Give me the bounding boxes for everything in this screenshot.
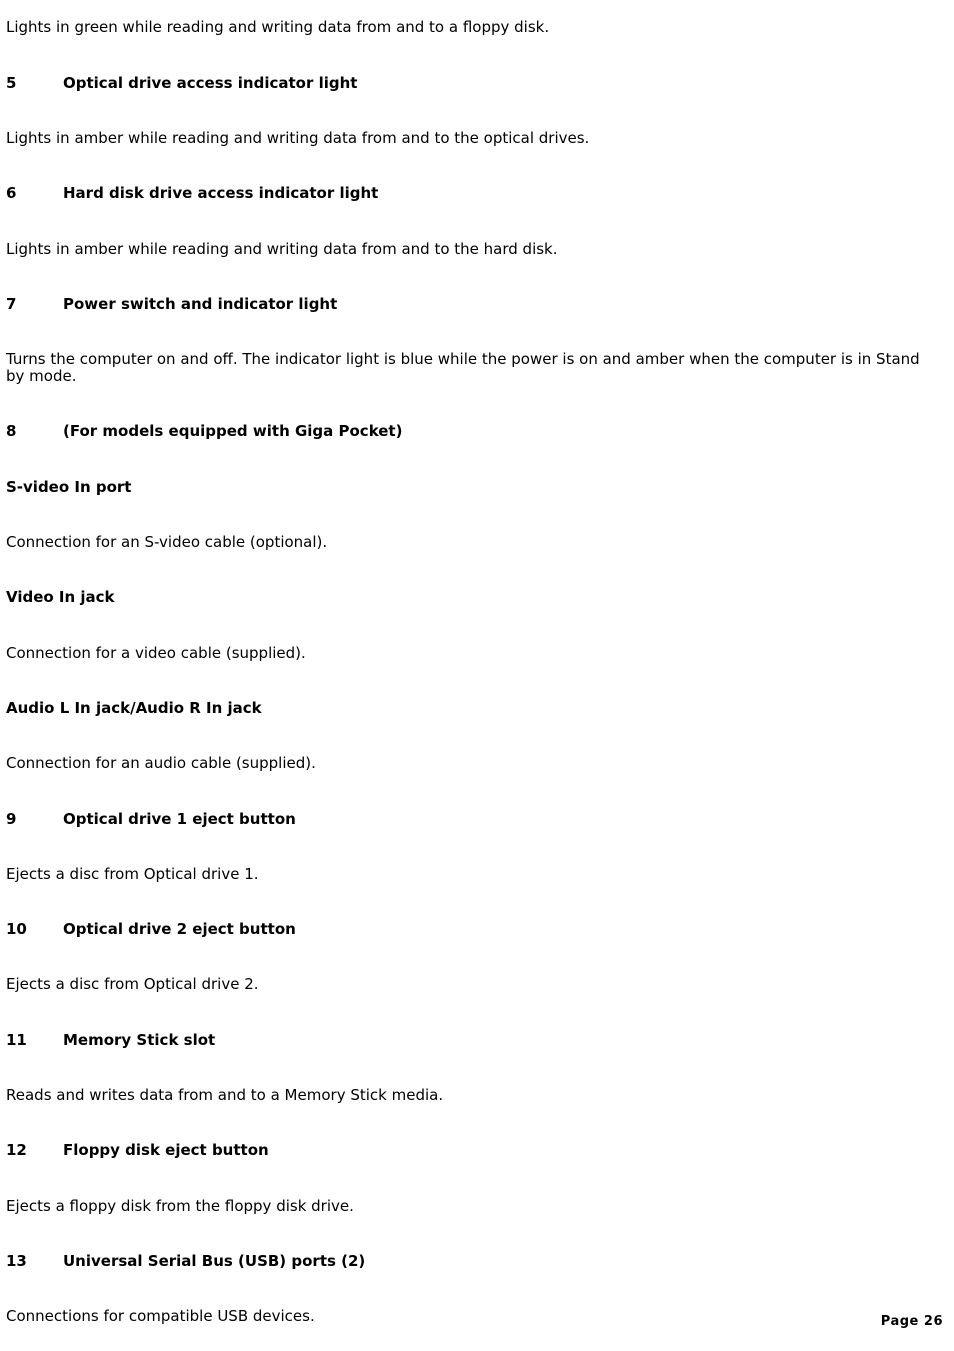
item-heading-9 [6, 811, 926, 828]
item-number: 8 [6, 422, 17, 440]
item-number: 10 [6, 920, 27, 938]
item-title: Optical drive 1 eject button [63, 810, 296, 828]
item-heading-10 [6, 921, 926, 938]
subheading-video-in: Video In jack [6, 588, 115, 606]
item-title: Floppy disk eject button [63, 1141, 269, 1159]
paragraph-hdd-light: Lights in amber while reading and writing data from and to the hard disk. [6, 240, 558, 258]
paragraph-eject-2: Ejects a disc from Optical drive 2. [6, 975, 259, 993]
item-heading-7 [6, 296, 926, 313]
page-number: Page 26 [880, 1314, 943, 1329]
item-heading-13 [6, 1253, 926, 1270]
item-heading-11 [6, 1032, 926, 1049]
item-title: Optical drive access indicator light [63, 74, 358, 92]
paragraph-floppy-light: Lights in green while reading and writing data from and to a floppy disk. [6, 18, 550, 36]
paragraph-video-in: Connection for a video cable (supplied). [6, 644, 306, 662]
paragraph-usb: Connections for compatible USB devices. [6, 1307, 315, 1325]
item-number: 12 [6, 1141, 27, 1159]
paragraph-s-video: Connection for an S-video cable (optional). [6, 533, 328, 551]
item-title: Universal Serial Bus (USB) ports (2) [63, 1252, 366, 1270]
paragraph-power-switch: Turns the computer on and off. The indicator light is blue while the power is on and amber when the computer is in Stand by mode. [6, 350, 920, 385]
item-heading-6 [6, 185, 926, 202]
item-heading-8 [6, 423, 926, 440]
paragraph-eject-1: Ejects a disc from Optical drive 1. [6, 865, 259, 883]
item-number: 11 [6, 1031, 27, 1049]
item-number: 5 [6, 74, 17, 92]
item-title: Optical drive 2 eject button [63, 920, 296, 938]
item-number: 6 [6, 184, 17, 202]
paragraph-memory-stick: Reads and writes data from and to a Memory Stick media. [6, 1086, 444, 1104]
item-number: 9 [6, 810, 17, 828]
paragraph-audio-in: Connection for an audio cable (supplied). [6, 754, 316, 772]
item-title: Power switch and indicator light [63, 295, 338, 313]
subheading-audio-in: Audio L In jack/Audio R In jack [6, 699, 262, 717]
item-title: Memory Stick slot [63, 1031, 216, 1049]
item-title: Hard disk drive access indicator light [63, 184, 379, 202]
item-heading-5 [6, 75, 926, 92]
item-number: 7 [6, 295, 17, 313]
item-heading-12 [6, 1142, 926, 1159]
subheading-s-video: S-video In port [6, 478, 132, 496]
item-number: 13 [6, 1252, 27, 1270]
paragraph-floppy-eject: Ejects a floppy disk from the floppy disk drive. [6, 1197, 354, 1215]
item-title: (For models equipped with Giga Pocket) [63, 422, 403, 440]
paragraph-optical-light: Lights in amber while reading and writing data from and to the optical drives. [6, 129, 590, 147]
